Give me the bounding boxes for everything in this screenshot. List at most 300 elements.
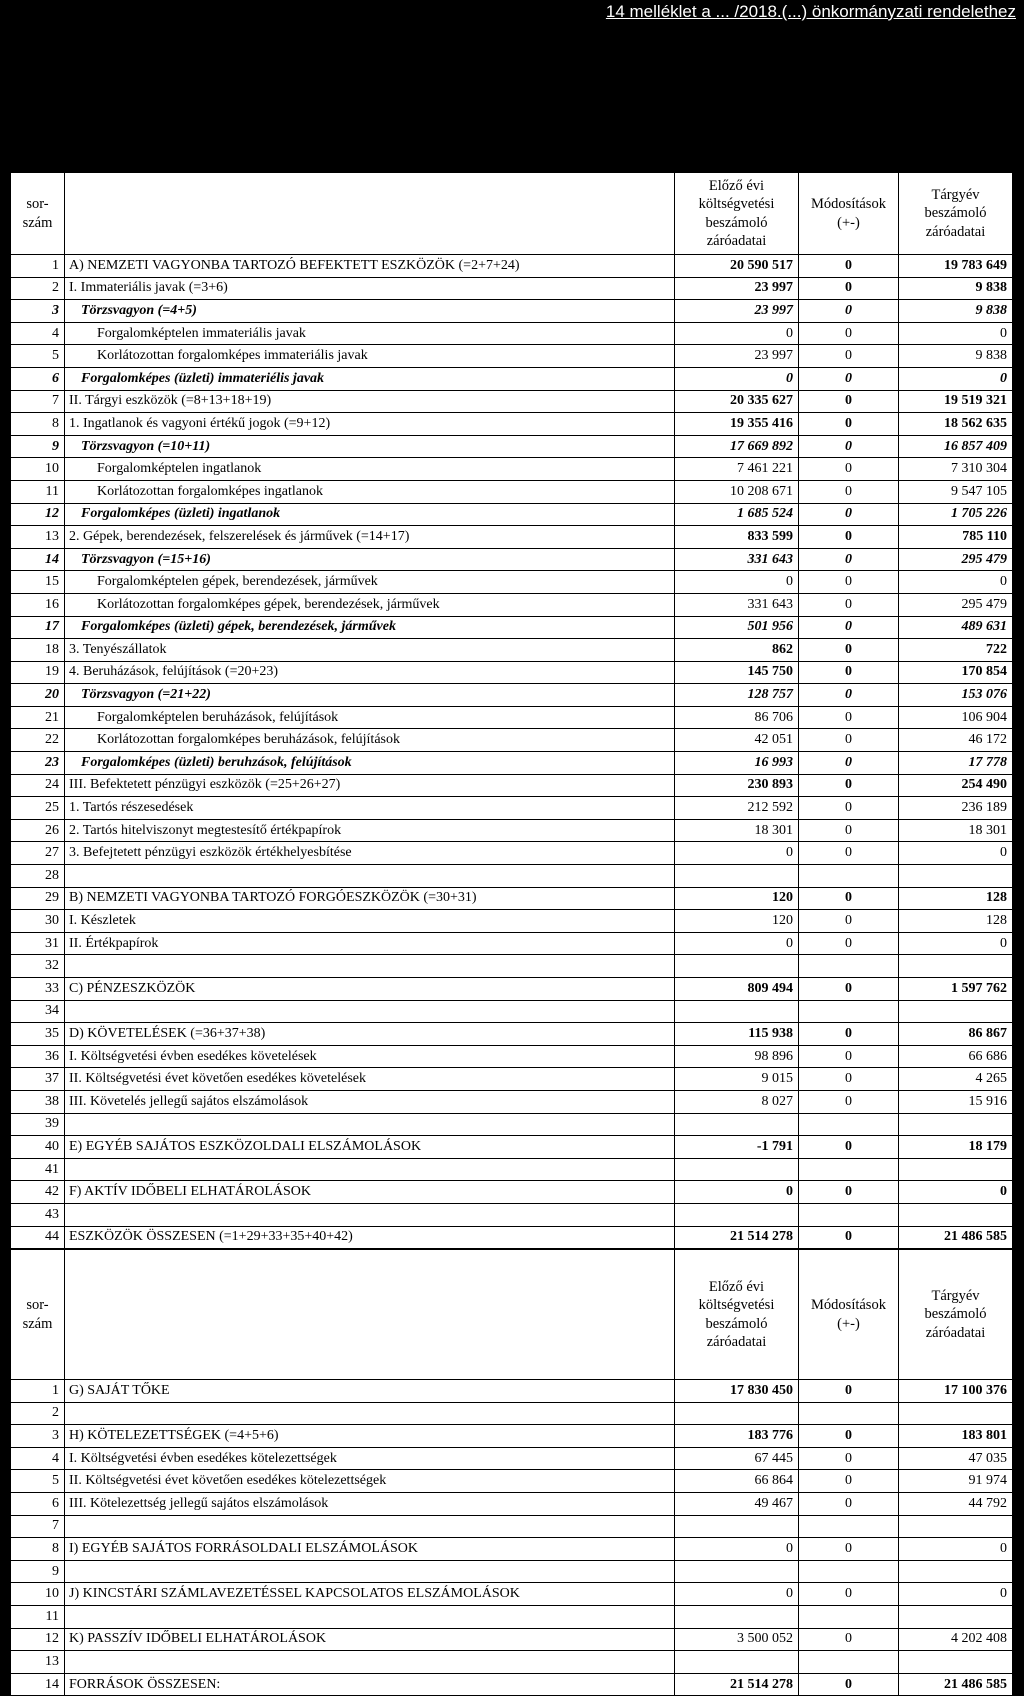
row-number: 27 [11,842,65,865]
row-number: 18 [11,639,65,662]
row-number: 32 [11,955,65,978]
curr-value: 15 916 [899,1090,1013,1113]
prev-value: 120 [675,887,799,910]
row-number: 25 [11,797,65,820]
row-label: Korlátozottan forgalomképes ingatlanok [65,480,675,503]
mod-value: 0 [799,255,899,278]
table-row [11,1651,1013,1674]
row-label: K) PASSZÍV IDŐBELI ELHATÁROLÁSOK [65,1628,675,1651]
row-label [65,1515,675,1538]
curr-value [899,1402,1013,1425]
col-label [65,1250,675,1380]
row-label: Korlátozottan forgalomképes immateriális javak [65,345,675,368]
table-row [11,706,1013,729]
row-number: 12 [11,1628,65,1651]
row-number: 26 [11,819,65,842]
table-row [11,300,1013,323]
prev-value: 183 776 [675,1425,799,1448]
curr-value: 9 838 [899,277,1013,300]
row-number: 37 [11,1068,65,1091]
row-number: 39 [11,1113,65,1136]
curr-value [899,1158,1013,1181]
row-label [65,1158,675,1181]
curr-value: 0 [899,1538,1013,1561]
table-row [11,910,1013,933]
table-row [11,1181,1013,1204]
row-number: 17 [11,616,65,639]
curr-value: 16 857 409 [899,435,1013,458]
prev-value [675,955,799,978]
table-row [11,1470,1013,1493]
curr-value: 17 100 376 [899,1380,1013,1403]
table-row [11,978,1013,1001]
table-row [11,593,1013,616]
prev-value: 17 830 450 [675,1380,799,1403]
table-row [11,322,1013,345]
mod-value [799,1605,899,1628]
row-number: 36 [11,1045,65,1068]
table-row [11,1515,1013,1538]
mod-value [799,955,899,978]
prev-value: 16 993 [675,752,799,775]
prev-value [675,1203,799,1226]
mod-value: 0 [799,1181,899,1204]
table-row [11,1583,1013,1606]
row-number: 42 [11,1181,65,1204]
mod-value: 0 [799,526,899,549]
mod-value: 0 [799,1380,899,1403]
row-label: 1. Ingatlanok és vagyoni értékű jogok (=9+12) [65,413,675,436]
mod-value: 0 [799,1492,899,1515]
row-number: 4 [11,1447,65,1470]
row-number: 8 [11,413,65,436]
prev-value [675,1113,799,1136]
prev-value: 98 896 [675,1045,799,1068]
prev-value: 862 [675,639,799,662]
table-row [11,865,1013,888]
mod-value [799,1000,899,1023]
row-number: 41 [11,1158,65,1181]
mod-value: 0 [799,1583,899,1606]
row-number: 2 [11,277,65,300]
table-row [11,1023,1013,1046]
curr-value: 183 801 [899,1425,1013,1448]
prev-value: 809 494 [675,978,799,1001]
prev-value: -1 791 [675,1136,799,1159]
row-number: 2 [11,1402,65,1425]
prev-value: 212 592 [675,797,799,820]
row-number: 35 [11,1023,65,1046]
prev-value: 66 864 [675,1470,799,1493]
curr-value: 18 301 [899,819,1013,842]
mod-value: 0 [799,1425,899,1448]
row-number: 5 [11,1470,65,1493]
col-mod: Módosítások (+-) [799,1250,899,1380]
curr-value: 1 705 226 [899,503,1013,526]
curr-value: 18 179 [899,1136,1013,1159]
row-label [65,1651,675,1674]
curr-value: 44 792 [899,1492,1013,1515]
prev-value: 18 301 [675,819,799,842]
mod-value: 0 [799,797,899,820]
mod-value [799,1158,899,1181]
prev-value: 128 757 [675,684,799,707]
row-label: II. Értékpapírok [65,932,675,955]
curr-value: 106 904 [899,706,1013,729]
row-label: Korlátozottan forgalomképes gépek, berendezések, járművek [65,593,675,616]
row-label: 4. Beruházások, felújítások (=20+23) [65,661,675,684]
table-row [11,1000,1013,1023]
table-row [11,1136,1013,1159]
row-label: D) KÖVETELÉSEK (=36+37+38) [65,1023,675,1046]
curr-value: 153 076 [899,684,1013,707]
mod-value [799,1203,899,1226]
col-curr: Tárgyév beszámoló záróadatai [899,1250,1013,1380]
curr-value: 170 854 [899,661,1013,684]
row-label [65,955,675,978]
row-label [65,1000,675,1023]
table-row [11,616,1013,639]
row-label [65,1402,675,1425]
row-number: 44 [11,1226,65,1249]
row-number: 1 [11,255,65,278]
table-row [11,932,1013,955]
curr-value: 0 [899,1583,1013,1606]
table-row [11,413,1013,436]
col-mod: Módosítások (+-) [799,173,899,255]
mod-value [799,1515,899,1538]
prev-value: 21 514 278 [675,1226,799,1249]
row-number: 13 [11,1651,65,1674]
curr-value: 18 562 635 [899,413,1013,436]
mod-value: 0 [799,661,899,684]
mod-value [799,1651,899,1674]
mod-value [799,1560,899,1583]
row-number: 29 [11,887,65,910]
row-label: I. Immateriális javak (=3+6) [65,277,675,300]
table-row [11,255,1013,278]
mod-value: 0 [799,1226,899,1249]
table-row [11,1402,1013,1425]
prev-value: 67 445 [675,1447,799,1470]
table-row [11,1158,1013,1181]
mod-value: 0 [799,1538,899,1561]
row-label: Forgalomképes (üzleti) beruhzások, felújítások [65,752,675,775]
prev-value [675,1605,799,1628]
row-number: 19 [11,661,65,684]
prev-value: 1 685 524 [675,503,799,526]
mod-value: 0 [799,503,899,526]
mod-value: 0 [799,774,899,797]
mod-value: 0 [799,616,899,639]
col-sorszam: sor- szám [11,1250,65,1380]
curr-value: 46 172 [899,729,1013,752]
table-row [11,480,1013,503]
row-label: Törzsvagyon (=4+5) [65,300,675,323]
table-row [11,526,1013,549]
table-row [11,1203,1013,1226]
prev-value: 3 500 052 [675,1628,799,1651]
prev-value: 145 750 [675,661,799,684]
curr-value [899,1113,1013,1136]
table-row [11,955,1013,978]
row-label: Törzsvagyon (=15+16) [65,548,675,571]
prev-value: 42 051 [675,729,799,752]
mod-value: 0 [799,345,899,368]
table-row [11,1045,1013,1068]
row-label: A) NEMZETI VAGYONBA TARTOZÓ BEFEKTETT ESZKÖZÖK (=2+7+24) [65,255,675,278]
mod-value: 0 [799,639,899,662]
row-label: Törzsvagyon (=10+11) [65,435,675,458]
prev-value: 120 [675,910,799,933]
col-prev: Előző évi költségvetési beszámoló záróadatai [675,173,799,255]
prev-value: 0 [675,932,799,955]
prev-value [675,865,799,888]
row-number: 16 [11,593,65,616]
curr-value: 9 838 [899,300,1013,323]
curr-value: 86 867 [899,1023,1013,1046]
table-row [11,277,1013,300]
curr-value [899,865,1013,888]
table-row [11,1628,1013,1651]
mod-value: 0 [799,752,899,775]
col-prev: Előző évi költségvetési beszámoló záróadatai [675,1250,799,1380]
table-row [11,774,1013,797]
prev-value: 8 027 [675,1090,799,1113]
mod-value: 0 [799,932,899,955]
curr-value: 489 631 [899,616,1013,639]
row-number: 10 [11,1583,65,1606]
document-header: 14 melléklet a ... /2018.(...) önkormányzati rendelethez [605,2,1016,21]
mod-value: 0 [799,367,899,390]
row-number: 15 [11,571,65,594]
mod-value: 0 [799,910,899,933]
row-label: Forgalomképes (üzleti) ingatlanok [65,503,675,526]
row-number: 7 [11,1515,65,1538]
table-row [11,1380,1013,1403]
curr-value [899,1651,1013,1674]
prev-value: 20 590 517 [675,255,799,278]
prev-value: 17 669 892 [675,435,799,458]
row-number: 8 [11,1538,65,1561]
curr-value: 91 974 [899,1470,1013,1493]
row-number: 14 [11,548,65,571]
assets-table [10,172,1013,1249]
row-number: 13 [11,526,65,549]
table-row [11,639,1013,662]
table-row [11,1673,1013,1696]
row-number: 5 [11,345,65,368]
mod-value: 0 [799,1673,899,1696]
prev-value: 0 [675,571,799,594]
row-number: 43 [11,1203,65,1226]
row-label: G) SAJÁT TŐKE [65,1380,675,1403]
table-row [11,390,1013,413]
prev-value: 23 997 [675,277,799,300]
curr-value: 47 035 [899,1447,1013,1470]
mod-value [799,1113,899,1136]
curr-value: 295 479 [899,593,1013,616]
row-number: 3 [11,300,65,323]
row-number: 11 [11,1605,65,1628]
table-row [11,548,1013,571]
curr-value: 17 778 [899,752,1013,775]
row-label: Forgalomképes (üzleti) gépek, berendezések, járművek [65,616,675,639]
curr-value: 21 486 585 [899,1673,1013,1696]
row-label: 3. Befejtetett pénzügyi eszközök értékhelyesbítése [65,842,675,865]
prev-value: 0 [675,322,799,345]
mod-value: 0 [799,322,899,345]
curr-value: 19 783 649 [899,255,1013,278]
mod-value: 0 [799,593,899,616]
row-label: II. Költségvetési évet követően esedékes követelések [65,1068,675,1091]
mod-value: 0 [799,1090,899,1113]
mod-value: 0 [799,1136,899,1159]
curr-value: 236 189 [899,797,1013,820]
row-label: III. Befektetett pénzügyi eszközök (=25+26+27) [65,774,675,797]
assets-header-row [11,173,1013,255]
row-number: 11 [11,480,65,503]
table-row [11,571,1013,594]
row-number: 3 [11,1425,65,1448]
curr-value: 0 [899,932,1013,955]
table-row [11,1605,1013,1628]
row-label: I. Készletek [65,910,675,933]
row-label: E) EGYÉB SAJÁTOS ESZKÖZOLDALI ELSZÁMOLÁSOK [65,1136,675,1159]
prev-value: 9 015 [675,1068,799,1091]
row-label: II. Tárgyi eszközök (=8+13+18+19) [65,390,675,413]
mod-value: 0 [799,480,899,503]
curr-value [899,1560,1013,1583]
row-label: Forgalomképtelen beruházások, felújítások [65,706,675,729]
mod-value: 0 [799,1068,899,1091]
row-label: I. Költségvetési évben esedékes követelések [65,1045,675,1068]
row-label: III. Követelés jellegű sajátos elszámolások [65,1090,675,1113]
row-number: 20 [11,684,65,707]
mod-value: 0 [799,548,899,571]
prev-value [675,1000,799,1023]
table-row [11,752,1013,775]
liabilities-table [10,1249,1013,1696]
table-row [11,1068,1013,1091]
row-number: 4 [11,322,65,345]
table-row [11,1113,1013,1136]
mod-value: 0 [799,684,899,707]
mod-value: 0 [799,390,899,413]
curr-value: 4 202 408 [899,1628,1013,1651]
row-label: H) KÖTELEZETTSÉGEK (=4+5+6) [65,1425,675,1448]
mod-value: 0 [799,842,899,865]
row-label: J) KINCSTÁRI SZÁMLAVEZETÉSSEL KAPCSOLATOS ELSZÁMOLÁSOK [65,1583,675,1606]
mod-value: 0 [799,819,899,842]
mod-value: 0 [799,277,899,300]
curr-value: 0 [899,367,1013,390]
curr-value: 0 [899,322,1013,345]
mod-value: 0 [799,978,899,1001]
prev-value: 0 [675,1583,799,1606]
curr-value: 0 [899,571,1013,594]
row-label: I. Költségvetési évben esedékes kötelezettségek [65,1447,675,1470]
row-label: 2. Tartós hitelviszonyt megtestesítő értékpapírok [65,819,675,842]
mod-value: 0 [799,1628,899,1651]
mod-value: 0 [799,1045,899,1068]
curr-value: 0 [899,842,1013,865]
prev-value: 19 355 416 [675,413,799,436]
curr-value: 19 519 321 [899,390,1013,413]
row-number: 14 [11,1673,65,1696]
prev-value: 833 599 [675,526,799,549]
prev-value: 10 208 671 [675,480,799,503]
mod-value: 0 [799,458,899,481]
row-label [65,1203,675,1226]
curr-value: 4 265 [899,1068,1013,1091]
table-row [11,367,1013,390]
prev-value: 0 [675,1181,799,1204]
table-row [11,1560,1013,1583]
table-row [11,1538,1013,1561]
row-label: II. Költségvetési évet követően esedékes kötelezettségek [65,1470,675,1493]
curr-value: 128 [899,910,1013,933]
prev-value: 115 938 [675,1023,799,1046]
mod-value: 0 [799,1023,899,1046]
prev-value [675,1560,799,1583]
table-row [11,797,1013,820]
row-label: I) EGYÉB SAJÁTOS FORRÁSOLDALI ELSZÁMOLÁSOK [65,1538,675,1561]
prev-value [675,1651,799,1674]
prev-value: 501 956 [675,616,799,639]
row-number: 21 [11,706,65,729]
row-number: 38 [11,1090,65,1113]
mod-value: 0 [799,413,899,436]
table-row [11,435,1013,458]
table-row [11,684,1013,707]
row-number: 33 [11,978,65,1001]
curr-value: 1 597 762 [899,978,1013,1001]
prev-value: 230 893 [675,774,799,797]
row-label: Forgalomképtelen gépek, berendezések, járművek [65,571,675,594]
row-number: 34 [11,1000,65,1023]
curr-value: 295 479 [899,548,1013,571]
mod-value: 0 [799,571,899,594]
prev-value [675,1158,799,1181]
row-label: 2. Gépek, berendezések, felszerelések és járművek (=14+17) [65,526,675,549]
curr-value: 128 [899,887,1013,910]
row-number: 40 [11,1136,65,1159]
row-number: 31 [11,932,65,955]
curr-value: 0 [899,1181,1013,1204]
mod-value: 0 [799,435,899,458]
curr-value [899,1605,1013,1628]
prev-value: 0 [675,842,799,865]
row-label: Forgalomképtelen immateriális javak [65,322,675,345]
curr-value: 9 547 105 [899,480,1013,503]
prev-value: 331 643 [675,548,799,571]
row-label: Forgalomképtelen ingatlanok [65,458,675,481]
prev-value: 7 461 221 [675,458,799,481]
table-row [11,661,1013,684]
table-row [11,1425,1013,1448]
row-label: 3. Tenyészállatok [65,639,675,662]
table-row [11,458,1013,481]
prev-value: 21 514 278 [675,1673,799,1696]
row-number: 7 [11,390,65,413]
curr-value: 66 686 [899,1045,1013,1068]
curr-value: 9 838 [899,345,1013,368]
row-number: 24 [11,774,65,797]
prev-value: 0 [675,367,799,390]
mod-value [799,865,899,888]
curr-value: 254 490 [899,774,1013,797]
